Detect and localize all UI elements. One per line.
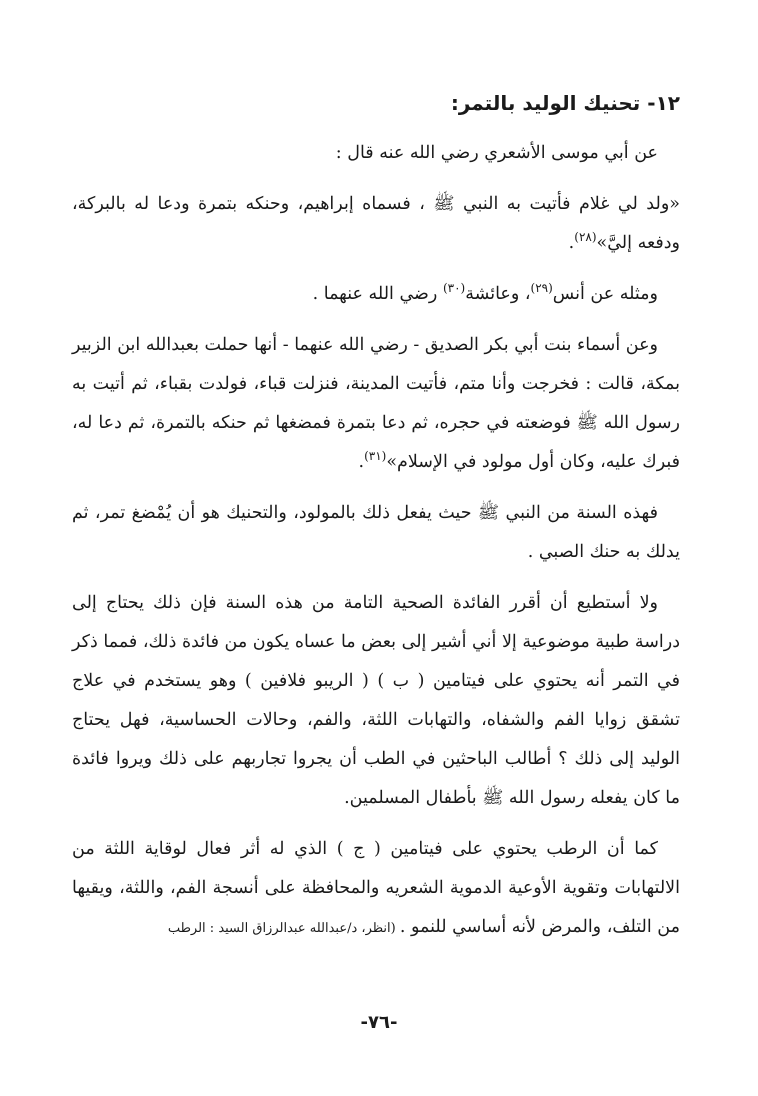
asma-paragraph <box>72 326 680 482</box>
similar-paragraph <box>72 275 680 314</box>
similar-part2: ، وعائشة <box>465 284 531 304</box>
rutab-text: كما أن الرطب يحتوي على فيتامين ( ج ) الذي له أثر فعال لوقاية اللثة من الالتهابات وتقوية الأوعية الدموية الشعريه والمحافظة على أنسجة الفم، واللثة، ويقيها من التلف، والمرض لأنه أساسي للنمو . <box>72 839 680 937</box>
footnote-ref-31: (٣١) <box>364 449 387 464</box>
rutab-paragraph <box>72 830 680 948</box>
asma-end: . <box>358 452 365 472</box>
asma-text: وعن أسماء بنت أبي بكر الصديق - رضي الله عنهما - أنها حملت بعبدالله ابن الزبير بمكة، قالت : فخرجت وأنا متم، فأتيت المدينة، فنزلت قباء، فولدت بقباء، ثم أتيت به رسول الله ﷺ فوضعته في حجره، ثم دعا بتمرة فمضغها ثم حنكه بالتمرة، ثم دعا له، فبرك عليه، وكان أول مولود في الإسلام» <box>72 335 680 472</box>
similar-part1: ومثله عن أنس <box>552 284 658 304</box>
hadith-paragraph <box>72 185 680 263</box>
intro-paragraph: عن أبي موسى الأشعري رضي الله عنه قال : <box>335 143 658 163</box>
footnote-ref-29: (٢٩) <box>530 281 553 296</box>
page-number: -٧٦- <box>360 1012 398 1033</box>
source-citation: (انظر، د/عبدالله عبدالرزاق السيد : الرطب <box>167 921 400 936</box>
benefit-paragraph: ولا أستطيع أن أقرر الفائدة الصحية التامة من هذه السنة فإن ذلك يحتاج إلى دراسة طبية موضوعية إلا أني أشير إلى بعض ما عساه يكون من فائدة ذلك، فمما ذكر في التمر أنه يحتوي على فيتامين ( ب ) ( الريبو فلافين ) وهو يستخدم في علاج تشقق زوايا الفم والشفاه، والتهابات اللثة، والفم، وحالات الحساسية، فهل يحتاج الوليد إلى ذلك ؟ أطالب الباحثين في الطب أن يجروا تجاربهم على ذلك ويروا فائدة ما كان يفعله رسول الله ﷺ بأطفال المسلمين. <box>72 593 681 808</box>
hadith-text: «ولد لي غلام فأتيت به النبي ﷺ ، فسماه إبراهيم، وحنكه بتمرة ودعا له بالبركة، ودفعه إليَّ» <box>72 194 680 253</box>
sunnah-paragraph: فهذه السنة من النبي ﷺ حيث يفعل ذلك بالمولود، والتحنيك هو أن يُمْضغ تمر، ثم يدلك به حنك الصبي . <box>72 503 680 562</box>
footnote-ref-28: (٢٨) <box>574 230 597 245</box>
hadith-end: . <box>568 233 575 253</box>
document-page <box>72 86 680 1096</box>
footnote-ref-30: (٣٠) <box>442 281 466 296</box>
section-heading: ١٢- تحنيك الوليد بالتمر: <box>450 91 680 115</box>
similar-part3: رضي الله عنهما . <box>312 284 443 304</box>
